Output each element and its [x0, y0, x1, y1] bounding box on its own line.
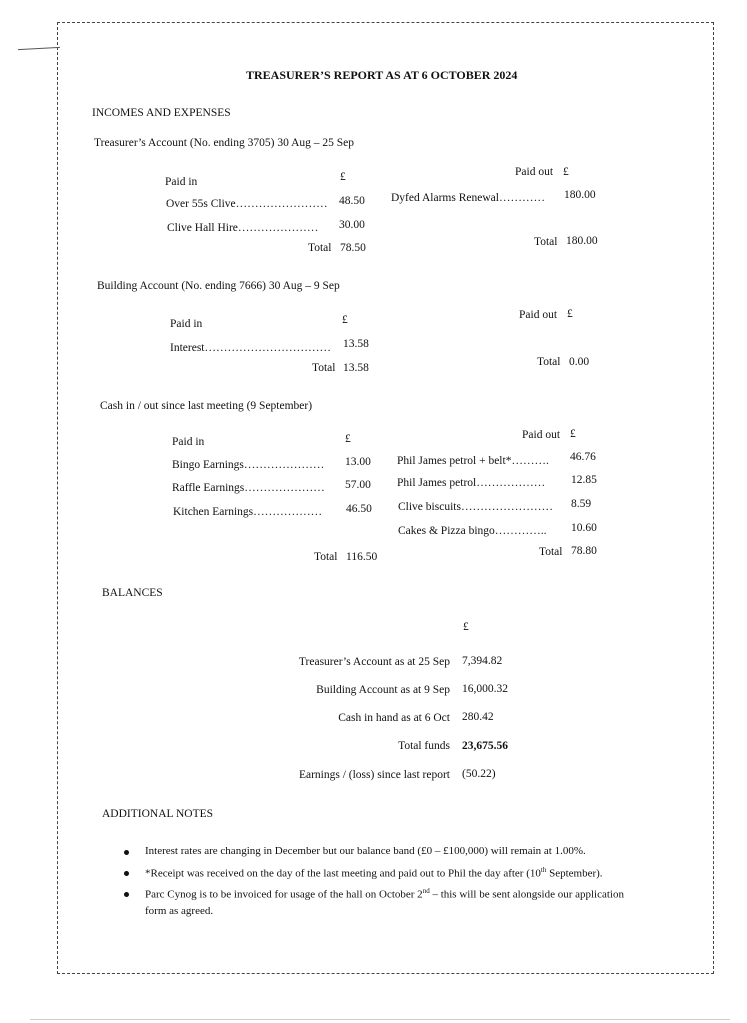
page-border	[57, 22, 714, 974]
treasurer-out-amount: 180.00	[564, 189, 596, 201]
cash-in-row: Kitchen Earnings………………	[173, 506, 323, 518]
balance-label: Cash in hand as at 6 Oct	[338, 712, 450, 724]
cash-out-total-label: Total	[539, 546, 563, 558]
cash-in-row: Raffle Earnings…………………	[172, 482, 325, 494]
cash-out-amount: 10.60	[571, 522, 597, 534]
page-bottom-edge	[30, 1019, 730, 1020]
balance-label: Treasurer’s Account as at 25 Sep	[298, 656, 450, 668]
cash-out-row: Phil James petrol + belt*……….	[397, 455, 549, 467]
treasurer-in-total-label: Total	[308, 242, 332, 254]
note-receipt: *Receipt was received on the day of the last meeting and paid out to Phil the day after (10th September).	[145, 866, 603, 880]
balance-value: 280.42	[462, 711, 494, 723]
balances-currency: £	[463, 621, 469, 633]
cash-out-row: Phil James petrol………………	[397, 477, 546, 489]
cash-in-total: 116.50	[346, 551, 378, 563]
report-title: TREASURER’S REPORT AS AT 6 OCTOBER 2024	[246, 68, 518, 82]
cash-out-row: Clive biscuits……………………	[398, 501, 553, 513]
cash-heading: Cash in / out since last meeting (9 September)	[100, 400, 313, 412]
cash-in-amount: 46.50	[346, 503, 372, 515]
incomes-heading: INCOMES AND EXPENSES	[92, 107, 231, 119]
cash-out-amount: 12.85	[571, 474, 597, 486]
treasurer-out-row: Dyfed Alarms Renewal…………	[391, 192, 545, 204]
notes-heading: ADDITIONAL NOTES	[102, 808, 214, 820]
treasurer-in-row: Clive Hall Hire…………………	[167, 222, 319, 234]
treasurer-heading: Treasurer’s Account (No. ending 3705) 30 Aug – 25 Sep	[94, 137, 355, 149]
cash-paid-in-label: Paid in	[172, 436, 205, 448]
treasurer-out-total: 180.00	[566, 235, 598, 247]
balance-value: 16,000.32	[462, 683, 508, 695]
cash-in-total-label: Total	[314, 551, 338, 563]
treasurer-in-total: 78.50	[340, 242, 366, 254]
building-paid-in-label: Paid in	[170, 318, 203, 330]
balance-value: 7,394.82	[462, 655, 503, 667]
note-interest: Interest rates are changing in December but our balance band (£0 – £100,000) will remain at 1.00%.	[145, 845, 586, 857]
total-funds-value: 23,675.56	[462, 740, 508, 752]
treasurer-in-amount: 30.00	[339, 219, 365, 231]
treasurer-paid-out-label: Paid out	[515, 166, 554, 178]
treasurer-in-amount: 48.50	[339, 195, 365, 207]
cash-out-amount: 8.59	[571, 498, 592, 510]
cash-in-amount: 57.00	[345, 479, 371, 491]
cash-in-amount: 13.00	[345, 456, 371, 468]
treasurer-out-total-label: Total	[534, 236, 558, 248]
cash-in-row: Bingo Earnings…………………	[172, 459, 325, 471]
building-out-total: 0.00	[569, 356, 590, 368]
bullet-icon	[124, 892, 129, 897]
treasurer-paid-in-label: Paid in	[165, 176, 198, 188]
balance-label: Building Account as at 9 Sep	[316, 684, 450, 696]
balance-label: Total funds	[398, 740, 450, 752]
building-in-total: 13.58	[343, 362, 369, 374]
bullet-icon	[124, 871, 129, 876]
cash-out-amount: 46.76	[570, 451, 596, 463]
cash-paid-out-label: Paid out	[522, 429, 561, 441]
treasurer-in-row: Over 55s Clive……………………	[166, 198, 328, 210]
note-parc-cynog-cont: form as agreed.	[145, 905, 214, 917]
balances-heading: BALANCES	[102, 587, 163, 599]
cash-out-total: 78.80	[571, 545, 597, 557]
building-in-row: Interest……………………………	[170, 342, 331, 354]
treasurer-paid-in-currency: £	[340, 171, 346, 183]
building-in-total-label: Total	[312, 362, 336, 374]
cash-paid-out-currency: £	[570, 428, 576, 440]
cash-paid-in-currency: £	[345, 433, 351, 445]
scan-mark	[18, 47, 60, 50]
treasurer-paid-out-currency: £	[563, 166, 569, 178]
cash-out-row: Cakes & Pizza bingo…………..	[398, 525, 547, 537]
balance-value: (50.22)	[462, 768, 496, 780]
building-heading: Building Account (No. ending 7666) 30 Aug – 9 Sep	[97, 280, 340, 292]
bullet-icon	[124, 850, 129, 855]
building-paid-out-currency: £	[567, 308, 573, 320]
balance-label: Earnings / (loss) since last report	[298, 769, 450, 781]
building-in-amount: 13.58	[343, 338, 369, 350]
note-parc-cynog: Parc Cynog is to be invoiced for usage of the hall on October 2nd – this will be sent alongside our application	[145, 887, 624, 901]
building-out-total-label: Total	[537, 356, 561, 368]
building-paid-in-currency: £	[342, 314, 348, 326]
building-paid-out-label: Paid out	[519, 309, 558, 321]
